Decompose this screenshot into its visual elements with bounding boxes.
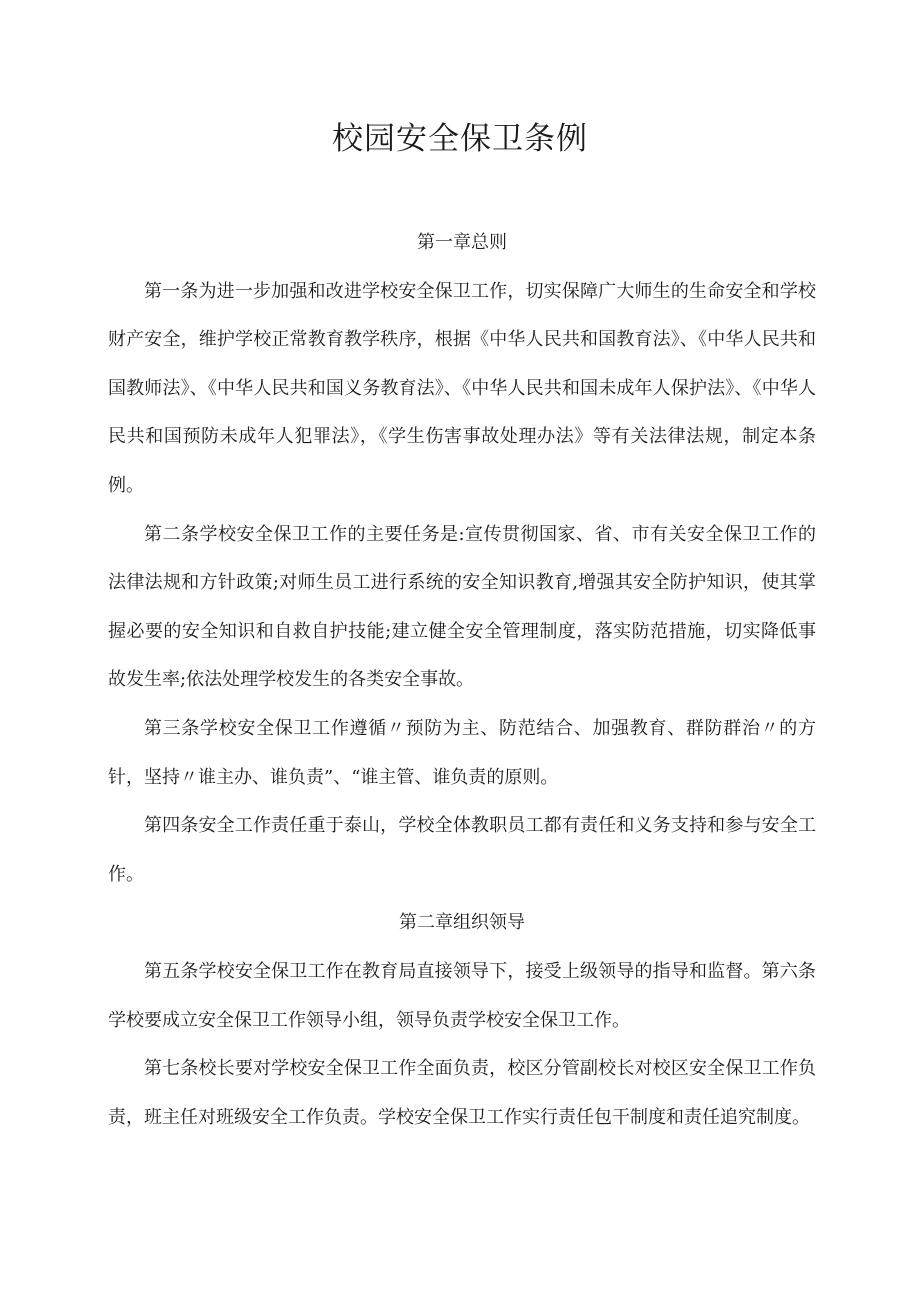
article-paragraph: 第一条为进一步加强和改进学校安全保卫工作，切实保障广大师生的生命安全和学校财产安全，维护学校正常教育教学秩序，根据《中华人民共和国教育法》、《中华人民共和国教师法》、《中华人民共和国义务教育法》、《中华人民共和国未成年人保护法》、《中华人民共和国预防未成年人犯罪法》，《学生伤害事故处理办法》等有关法律法规，制定本条例。 [108, 280, 816, 496]
document-body [108, 219, 816, 1142]
chapter-heading: 第一章总则 [417, 232, 507, 253]
article-paragraph: 第五条学校安全保卫工作在教育局直接领导下，接受上级领导的指导和监督。第六条学校要成立安全保卫工作领导小组，领导负责学校安全保卫工作。 [108, 960, 816, 1031]
article-paragraph: 第四条安全工作责任重于泰山，学校全体教职员工都有责任和义务支持和参与安全工作。 [108, 815, 816, 885]
article-paragraph: 第七条校长要对学校安全保卫工作全面负责，校区分管副校长对校区安全保卫工作负责，班主任对班级安全工作负责。学校安全保卫工作实行责任包干制度和责任追究制度。 [108, 1058, 816, 1128]
document-title: 校园安全保卫条例 [332, 121, 588, 157]
article-paragraph: 第三条学校安全保卫工作遵循〃预防为主、防范结合、加强教育、群防群治〃的方针，坚持〃谁主办、谁负责”、“谁主管、谁负责的原则。 [108, 717, 816, 788]
article-paragraph: 第二条学校安全保卫工作的主要任务是:宣传贯彻国家、省、市有关安全保卫工作的法律法规和方针政策;对师生员工进行系统的安全知识教育,增强其安全防护知识，使其掌握必要的安全知识和自救自护技能;建立健全安全管理制度，落实防范措施，切实降低事故发生率;依法处理学校发生的各类安全事故。 [108, 523, 816, 691]
chapter-heading: 第二章组织领导 [399, 912, 525, 934]
